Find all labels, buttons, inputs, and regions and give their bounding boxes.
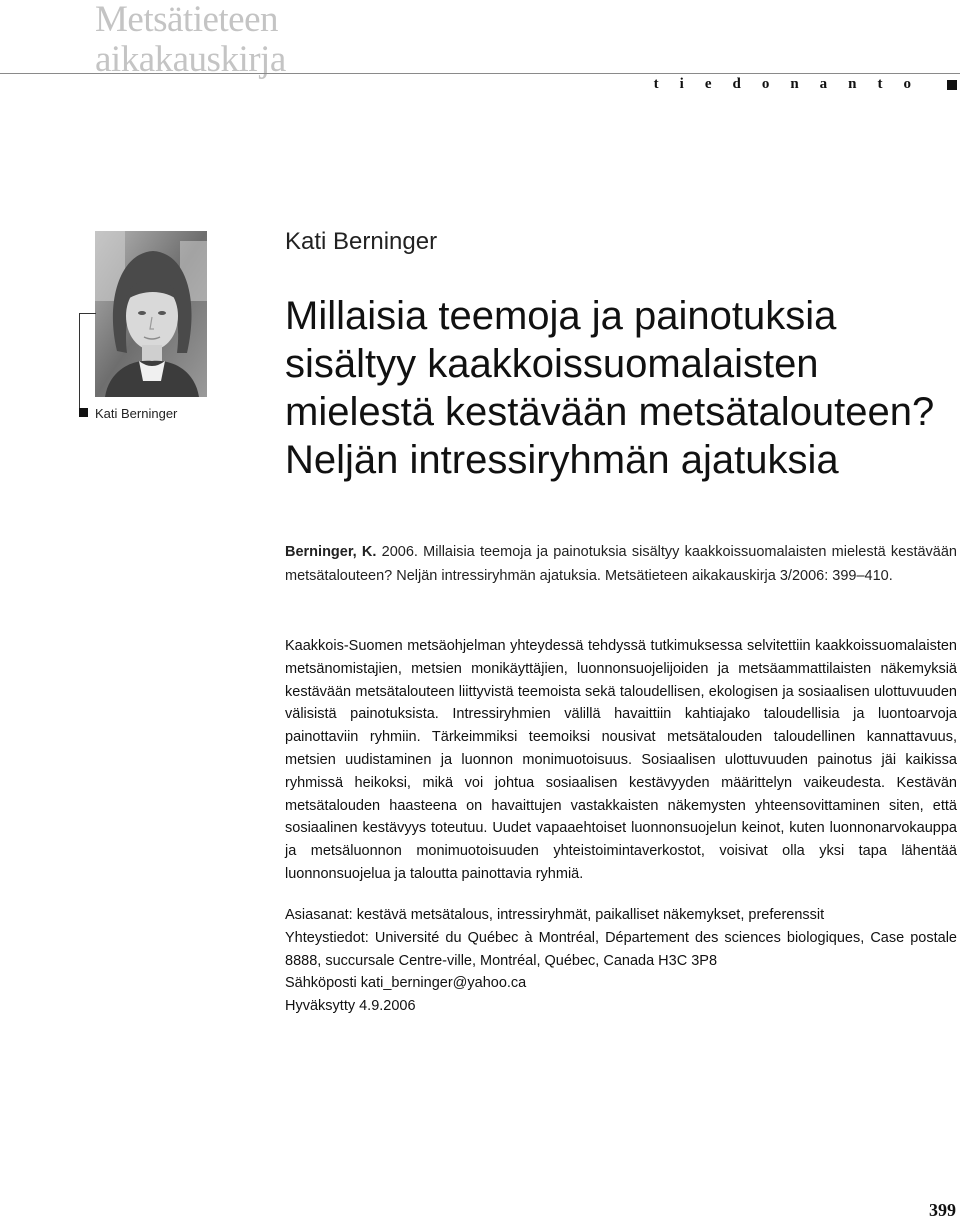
contact-info: Yhteystiedot: Université du Québec à Montréal, Département des sciences biologiques, Case postale 8888, succursale Centre-ville, Montréal, Québec, Canada H3C 3P8: [285, 929, 957, 969]
title-line: Neljän intressiryhmän ajatuksia: [285, 438, 839, 482]
accepted-date: Hyväksytty 4.9.2006: [285, 998, 416, 1015]
citation-author: Berninger, K.: [285, 544, 377, 560]
title-line: Millaisia teemoja ja painotuksia: [285, 294, 837, 338]
citation-text: 2006. Millaisia teemoja ja painotuksia sisältyy kaakkoissuomalaisten mielestä kestävään metsätalouteen? Neljän intressiryhmän ajatuksia. Metsätieteen aikakauskirja 3/2006: 399–410.: [285, 544, 957, 584]
author-name: Kati Berninger: [285, 228, 438, 255]
journal-title: [95, 0, 355, 80]
page-number: 399: [929, 1200, 956, 1220]
author-photo: [95, 231, 207, 397]
photo-caption: Kati Berninger: [95, 406, 178, 421]
section-label: tiedonanto: [653, 76, 932, 92]
keywords: Asiasanat: kestävä metsätalous, intressiryhmät, paikalliset näkemykset, preferenssit: [285, 907, 825, 923]
header-rule: [0, 73, 960, 74]
caption-bracket: [79, 313, 96, 411]
journal-title-line2: aikakauskirja: [95, 39, 286, 80]
section-square-icon: [947, 80, 957, 90]
abstract: Kaakkois-Suomen metsäohjelman yhteydessä tehdyssä tutkimuksessa selvitettiin kaakkoissuomalaisten metsänomistajien, metsien monikäyttäjien, luonnonsuojelijoiden ja metsäammattilaisten näkemyksiä kestävään metsätalouteen liittyvistä teemoista sekä taloudellisen, ekologisen ja sosiaalisen ulottuvuuden välisistä painotuksista. Intressiryhmien välillä havaittiin kahtiajako taloudellisia ja luontoarvoja painottaviin ryhmiin. Tärkeimmiksi teemoiksi nousivat metsätalouden taloudellinen kannattavuus, metsien uudistaminen ja luonnon monimuotoisuus. Sosiaalisen ulottuvuuden painotus jäi kaikissa ryhmissä heikoksi, mikä voi johtua sosiaalisen kestävyyden määrittelyn vaikeudesta. Kestävän metsätalouden haasteena on havaittujen vastakkaisten näkemysten yhteensovittaminen siten, että sosiaalinen kestävyys toteutuu. Uudet vapaaehtoiset luonnonsuojelun keinot, kuten luonnonarvokauppa ja metsäluonnon monimuotoisuuden yhteistoimintaverkostot, voisivat olla yksi tapa lähentää luonnonsuojelua ja taloutta painottavia ryhmiä.: [285, 638, 957, 882]
title-line: sisältyy kaakkoissuomalaisten: [285, 342, 819, 386]
caption-square-icon: [79, 408, 88, 417]
title-line: mielestä kestävään metsätalouteen?: [285, 390, 935, 434]
citation: [285, 540, 957, 588]
article-title: [285, 292, 945, 484]
email: Sähköposti kati_berninger@yahoo.ca: [285, 975, 527, 992]
journal-title-line1: Metsätieteen: [95, 0, 279, 40]
article-meta: [285, 904, 957, 1018]
